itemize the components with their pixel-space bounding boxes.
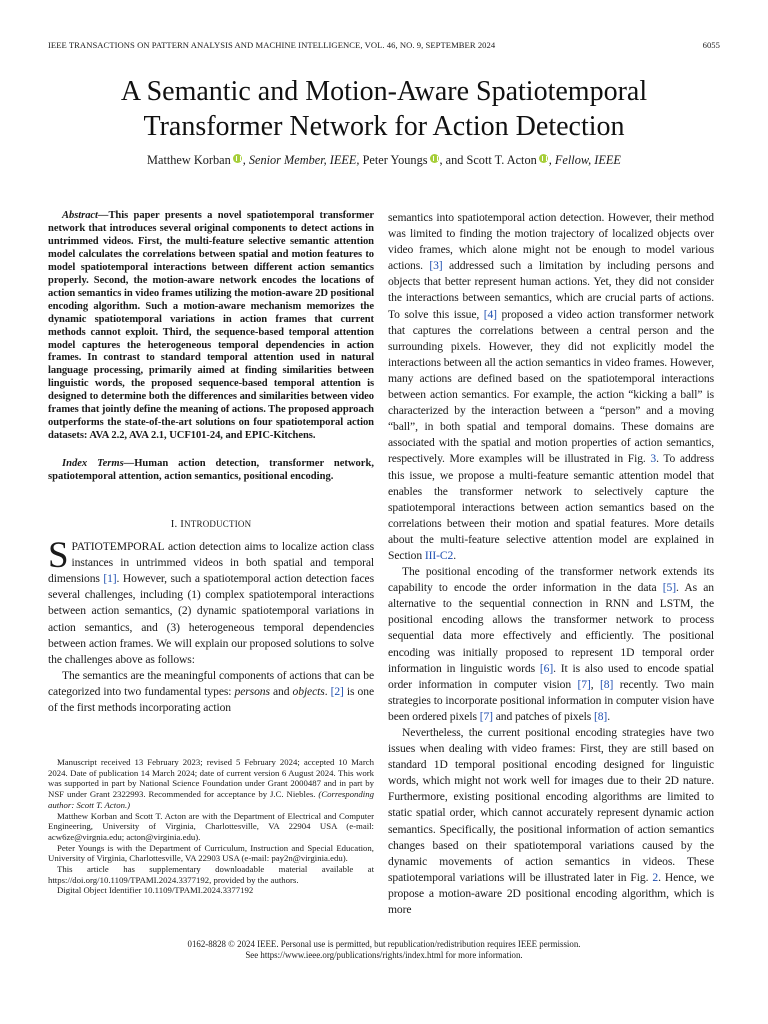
emphasis-persons: persons: [234, 684, 270, 698]
body-text: . Hence, we propose a motion-aware 2D positional encoding algorithm, which is more: [388, 870, 714, 917]
footnote-supplementary: This article has supplementary downloadable material available at https://doi.org/10.1109/TPAMI.2024.3377192, provided by the authors.: [48, 864, 374, 885]
author-3: Scott T. Acton: [466, 153, 537, 167]
citation-link[interactable]: [2]: [330, 684, 344, 698]
emphasis-objects: objects: [292, 684, 325, 698]
copyright-notice: [40, 939, 728, 961]
body-text: . To address this issue, we propose a multi-feature semantic attention model that enables the transformer network to selectively capture the spatiotemporal interactions between action semantics based on the correlations between their motion and spatial features. More details about the multi-feature selective attention model are explained in Section: [388, 452, 714, 562]
title-line-1: A Semantic and Motion-Aware Spatiotemporal: [120, 76, 648, 107]
body-text: . It is also used to encode spatial order information in computer vision: [388, 661, 714, 691]
intro-text: and: [269, 684, 293, 698]
author-3-affiliation: , Fellow, IEEE: [548, 153, 621, 167]
footnote-text: Manuscript received 13 February 2023; revised 5 February 2024; accepted 10 March 2024. Date of publication 14 March 2024; date of current version 6 August 2024. This work was supported in part by National Science Foundation under Grant 2000487 and in part by NSF under Grant 2322993. Recommended for acceptance by J.C. Niebles.: [48, 757, 374, 800]
intro-text: .: [324, 684, 331, 698]
drop-cap: S: [48, 535, 69, 577]
page-number: 6055: [702, 40, 720, 50]
author-list: [40, 152, 728, 168]
section-heading: [48, 518, 374, 530]
section-number: I.: [170, 518, 178, 531]
orcid-icon[interactable]: [539, 154, 548, 163]
right-paragraph-1: [388, 210, 714, 564]
citation-link[interactable]: [1]: [103, 572, 117, 586]
paper-title: [40, 74, 728, 144]
citation-link[interactable]: [4]: [483, 307, 497, 321]
body-text: addressed such a limitation by including persons and objects that better represent human actions. Yet, they did not consider the interactions between semantics, which are crucial parts of actions. To solve this issue,: [388, 259, 714, 321]
body-text: . As an alternative to the sequential connection in RNN and LSTM, the positional encoding allows the transformer network to process sequential data more effectively and efficiently. The positional encoding was initially proposed to represent 1D temporal order information in linguistic words: [388, 581, 715, 675]
footnote-affiliation-2: Peter Youngs is with the Department of Curriculum, Instruction and Special Education, University of Virginia, Charlottesville, VA 22903 USA (e-mail: pay2n@virginia.edu).: [48, 842, 374, 864]
abstract-label: Abstract—: [62, 210, 109, 221]
abstract: [48, 210, 374, 443]
body-text: Nevertheless, the current positional encoding strategies have two issues when dealing with video frames: First, they are still based on standard 1D temporal positional encoding designed for linguistic words, which might not work well for images due to their 2D nature. Furthermore, existing positional encoding algorithms are limited to static spatial order, which cannot accurately represent dynamic action semantics. Specifically, the positional information of action semantics changes based on their spatiotemporal variations caused by the dynamic movements of action semantics in videos. These spatiotemporal variations will be illustrated later in Fig.: [388, 726, 714, 884]
intro-text: The semantics are the meaningful components of actions that can be categorized into two fundamental types:: [48, 668, 374, 698]
body-text: ,: [590, 677, 601, 691]
right-paragraph-3: [388, 725, 714, 918]
index-terms: [48, 458, 374, 484]
intro-text: is one of the first methods incorporating action: [48, 684, 374, 714]
intro-paragraph-2: [48, 668, 374, 716]
abstract-text: This paper presents a novel spatiotemporal transformer network that introduces several original components to detect actions in untrimmed videos. First, the multi-feature selective semantic attention model calculates the correlations between spatial and motion features to model spatiotemporal interactions between different action semantics properly. Second, the motion-aware network encodes the locations of action semantics in video frames utilizing the motion-aware 2D positional encoding algorithm. Such a motion-aware mechanism memorizes the dynamic spatiotemporal variations in action frames that current methods cannot exploit. Third, the sequence-based temporal attention model captures the heterogeneous temporal dependencies in action frames. In contrast to standard temporal attention used in natural language processing, primarily aimed at finding similarities between linguistic words, the proposed sequence-based temporal attention is designed to determine both the differences and similarities between video frames that jointly define the meaning of actions. The proposed approach outperforms the state-of-the-art solutions on four spatiotemporal action datasets: AVA 2.2, AVA 2.1, UCF101-24, and EPIC-Kitchens.: [48, 210, 375, 442]
figure-link[interactable]: 3: [650, 452, 657, 466]
author-1-affiliation: , Senior Member, IEEE,: [242, 153, 360, 167]
left-column: [48, 210, 374, 716]
body-text: and patches of pixels: [492, 709, 594, 723]
citation-link[interactable]: [8]: [593, 709, 608, 723]
section-title-initial: I: [180, 518, 185, 531]
intro-text: action detection aims to localize action class instances in untrimmed videos in both spatial and temporal dimensions: [48, 540, 374, 586]
section-link[interactable]: III-C2: [424, 548, 454, 562]
body-text: .: [453, 548, 457, 562]
body-text: The positional encoding of the transformer network extends its capability to encode the order information in the data: [388, 565, 714, 595]
index-terms-label: Index Terms—: [62, 458, 135, 470]
section-title-rest: NTRODUCTION: [184, 519, 252, 530]
section-title: [180, 518, 251, 530]
orcid-icon[interactable]: [430, 154, 439, 163]
title-line-2: Transformer Network for Action Detection: [143, 111, 625, 142]
footnote-doi: Digital Object Identifier 10.1109/TPAMI.2024.3377192: [57, 885, 254, 896]
citation-link[interactable]: [3]: [429, 259, 443, 273]
body-text: semantics into spatiotemporal action detection. However, their method was limited to finding the motion trajectory of localized objects over video frames, which alone might not be enough to model various actions.: [388, 211, 714, 273]
figure-link[interactable]: 2: [652, 870, 659, 884]
intro-paragraph-1: [48, 535, 374, 668]
footnote-affiliation-1: Matthew Korban and Scott T. Acton are with the Department of Electrical and Computer Engineering, University of Virginia, Charlottesville, VA 22904 USA (e-mail: acw6ze@virgnia.edu; acton@virginia.edu).: [48, 810, 374, 842]
body-text: .: [607, 709, 610, 723]
citation-link[interactable]: [7]: [479, 709, 493, 723]
author-separator: , and: [439, 153, 464, 167]
intro-text: . However, such a spatiotemporal action detection faces several challenges, including (1) complex spatiotemporal interactions between action semantics, (2) dynamic spatiotemporal variations in action semantics, and (3) heterogeneous temporal dependencies between action frames. We will explain our proposed solutions to solve the challenges above as follows:: [48, 572, 374, 666]
citation-link[interactable]: [7]: [577, 677, 591, 691]
footnote: [48, 757, 374, 896]
running-header: [48, 40, 720, 52]
citation-link[interactable]: [5]: [662, 581, 676, 595]
citation-link[interactable]: [6]: [539, 661, 554, 675]
author-2: Peter Youngs: [362, 153, 428, 167]
footnote-corresponding: (Corresponding author: Scott T. Acton.): [48, 789, 374, 810]
copyright-line-2: See https://www.ieee.org/publications/rights/index.html for more information.: [245, 950, 523, 960]
copyright-line-1: 0162-8828 © 2024 IEEE. Personal use is permitted, but republication/redistribution requires IEEE permission.: [187, 939, 581, 949]
body-text: proposed a video action transformer network that captures the correlations between a central person and the surrounding pixels. However, they did not explicitly model the interactions between all the action semantics in video frames. However, many actions are defined based on the spatiotemporal interactions between action semantics. For example, the action “kicking a ball” is characterized by the interaction between a “person” and a moving “ball”, in both spatial and temporal domains. These domains are associated with the spatial and motion properties of action semantics, respectively. More examples will be illustrated in Fig.: [388, 307, 714, 466]
first-word: PATIOTEMPORAL: [71, 540, 165, 554]
footnote-manuscript: [48, 757, 374, 811]
journal-name: IEEE TRANSACTIONS ON PATTERN ANALYSIS AND MACHINE INTELLIGENCE, VOL. 46, NO. 9, SEPTEMBER 2024: [48, 40, 496, 50]
orcid-icon[interactable]: [233, 154, 242, 163]
citation-link[interactable]: [8]: [600, 677, 614, 691]
right-paragraph-2: [388, 564, 714, 725]
right-column: [388, 210, 714, 918]
body-text: recently. Two main strategies to incorporate positional information in computer vision have been ordered pixels: [388, 677, 714, 723]
author-1: Matthew Korban: [147, 153, 231, 167]
index-terms-text: Human action detection, transformer network, spatiotemporal attention, action semantics, positional encoding.: [48, 458, 374, 483]
